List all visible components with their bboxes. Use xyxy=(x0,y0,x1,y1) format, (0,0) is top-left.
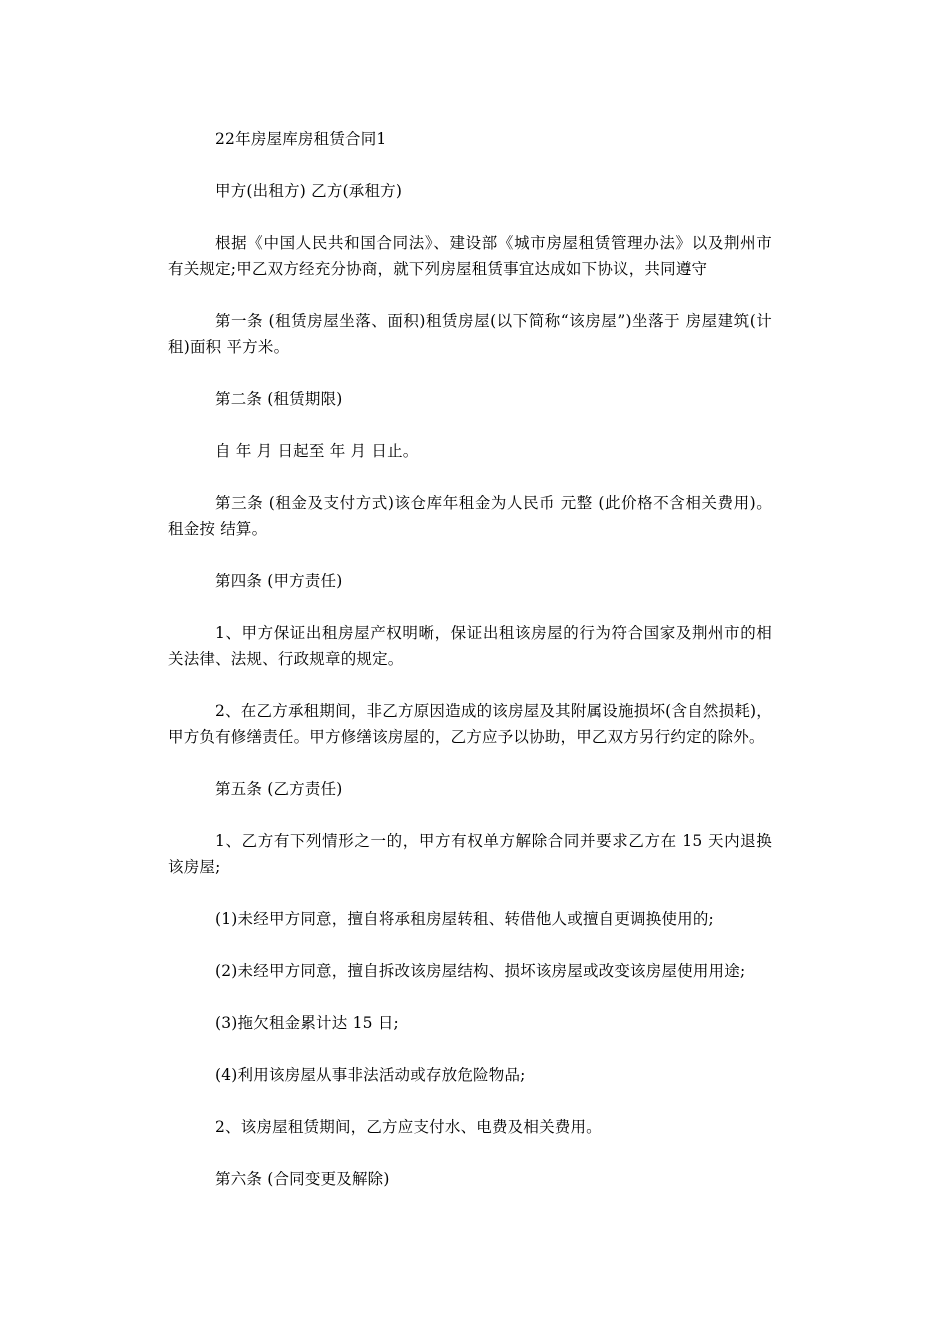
article-5-clause-2: 2、该房屋租赁期间，乙方应支付水、电费及相关费用。 xyxy=(215,1118,602,1136)
parties-line: 甲方(出租方) 乙方(承租方) xyxy=(215,182,403,200)
article-5-item-2: (2)未经甲方同意，擅自拆改该房屋结构、损坏该房屋或改变该房屋使用用途; xyxy=(215,962,746,980)
article-5-item-3: (3)拖欠租金累计达 15 日; xyxy=(215,1014,399,1032)
article-1-location-area: 第一条 (租赁房屋坐落、面积)租赁房屋(以下简称“该房屋”)坐落于 房屋建筑(计租)面积 平方米。 xyxy=(168,312,772,356)
article-5-item-1: (1)未经甲方同意，擅自将承租房屋转租、转借他人或擅自更调换使用的; xyxy=(215,910,714,928)
article-3-rent: 第三条 (租金及支付方式)该仓库年租金为人民币 元整 (此价格不含相关费用)。租金按 结算。 xyxy=(168,494,772,538)
document-title: 22年房屋库房租赁合同1 xyxy=(215,130,387,148)
article-4-clause-1: 1、甲方保证出租房屋产权明晰，保证出租该房屋的行为符合国家及荆州市的相关法律、法规、行政规章的规定。 xyxy=(168,624,772,668)
article-5-clause-1: 1、乙方有下列情形之一的，甲方有权单方解除合同并要求乙方在 15 天内退换该房屋; xyxy=(168,832,772,876)
article-6-heading: 第六条 (合同变更及解除) xyxy=(215,1170,390,1188)
article-5-item-4: (4)利用该房屋从事非法活动或存放危险物品; xyxy=(215,1066,526,1084)
article-5-heading: 第五条 (乙方责任) xyxy=(215,780,343,798)
article-4-clause-2: 2、在乙方承租期间，非乙方原因造成的该房屋及其附属设施损坏(含自然损耗)，甲方负有修缮责任。甲方修缮该房屋的，乙方应予以协助，甲乙双方另行约定的除外。 xyxy=(168,702,772,746)
article-2-term: 自 年 月 日起至 年 月 日止。 xyxy=(215,442,419,460)
preamble-paragraph: 根据《中国人民共和国合同法》、建设部《城市房屋租赁管理办法》以及荆州市有关规定;甲乙双方经充分协商，就下列房屋租赁事宜达成如下协议，共同遵守 xyxy=(168,234,772,278)
article-4-heading: 第四条 (甲方责任) xyxy=(215,572,343,590)
document-body xyxy=(168,126,772,1218)
article-2-heading: 第二条 (租赁期限) xyxy=(215,390,343,408)
